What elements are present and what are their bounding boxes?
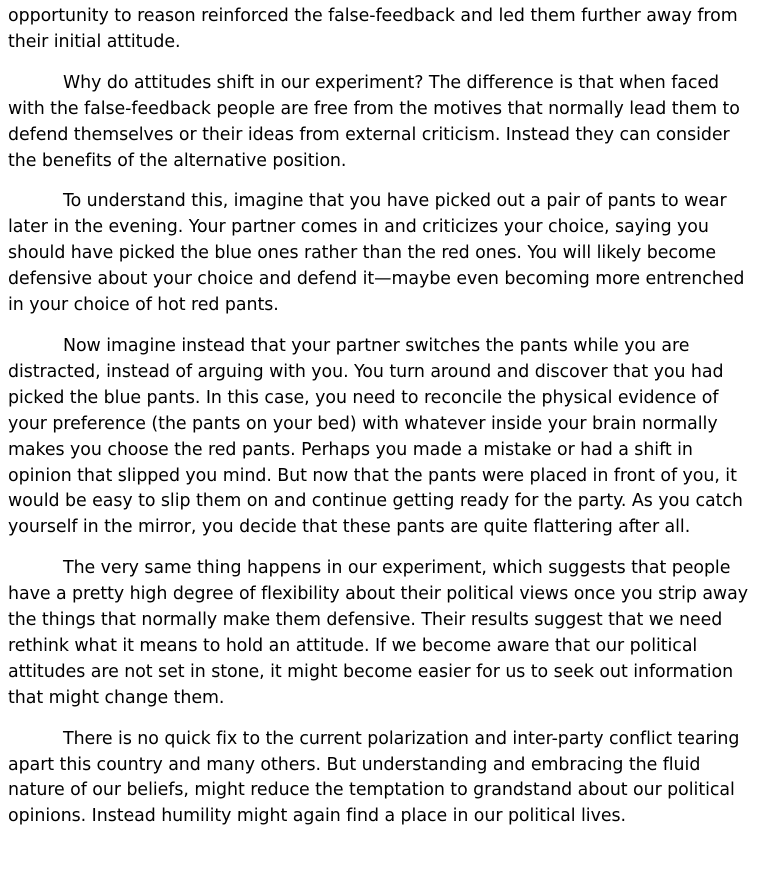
paragraph-continued: opportunity to reason reinforced the false-feedback and led them further away from their initial attitude.	[8, 6, 738, 52]
paragraph-pants-switch: Now imagine instead that your partner switches the pants while you are distracted, instead of arguing with you. You turn around and discover that you had picked the blue pants. In this case, you need to reconcile the physical evidence of your preference (the pants on your bed) with whatever inside your brain normally makes you choose the red pants. Perhaps you made a mistake or had a shift in opinion that slipped you mind. But now that the pants were placed in front of you, it would be easy to slip them on and continue getting ready for the party. As you catch yourself in the mirror, you decide that these pants are quite flattering after all.	[8, 335, 743, 538]
paragraph-conclusion: There is no quick fix to the current polarization and inter-party conflict tearing apart this country and many others. But understanding and embracing the fluid nature of our beliefs, might reduce the temptation to grandstand about our political opinions. Instead humility might again find a place in our political lives.	[8, 728, 740, 827]
paragraph-pants-example: To understand this, imagine that you have picked out a pair of pants to wear later in the evening. Your partner comes in and criticizes your choice, saying you should have picked the blue ones rather than the red ones. You will likely become defensive about your choice and defend it—maybe even becoming more entrenched in your choice of hot red pants.	[8, 191, 745, 316]
document-body	[8, 4, 758, 845]
paragraph-attitude-shift: Why do attitudes shift in our experiment? The difference is that when faced with the false-feedback people are free from the motives that normally lead them to defend themselves or their ideas from external criticism. Instead they can consider the benefits of the alternative position.	[8, 72, 740, 171]
paragraph-experiment-flexibility: The very same thing happens in our experiment, which suggests that people have a pretty high degree of flexibility about their political views once you strip away the things that normally make them defensive. Their results suggest that we need rethink what it means to hold an attitude. If we become aware that our political attitudes are not set in stone, it might become easier for us to seek out information that might change them.	[8, 558, 748, 708]
